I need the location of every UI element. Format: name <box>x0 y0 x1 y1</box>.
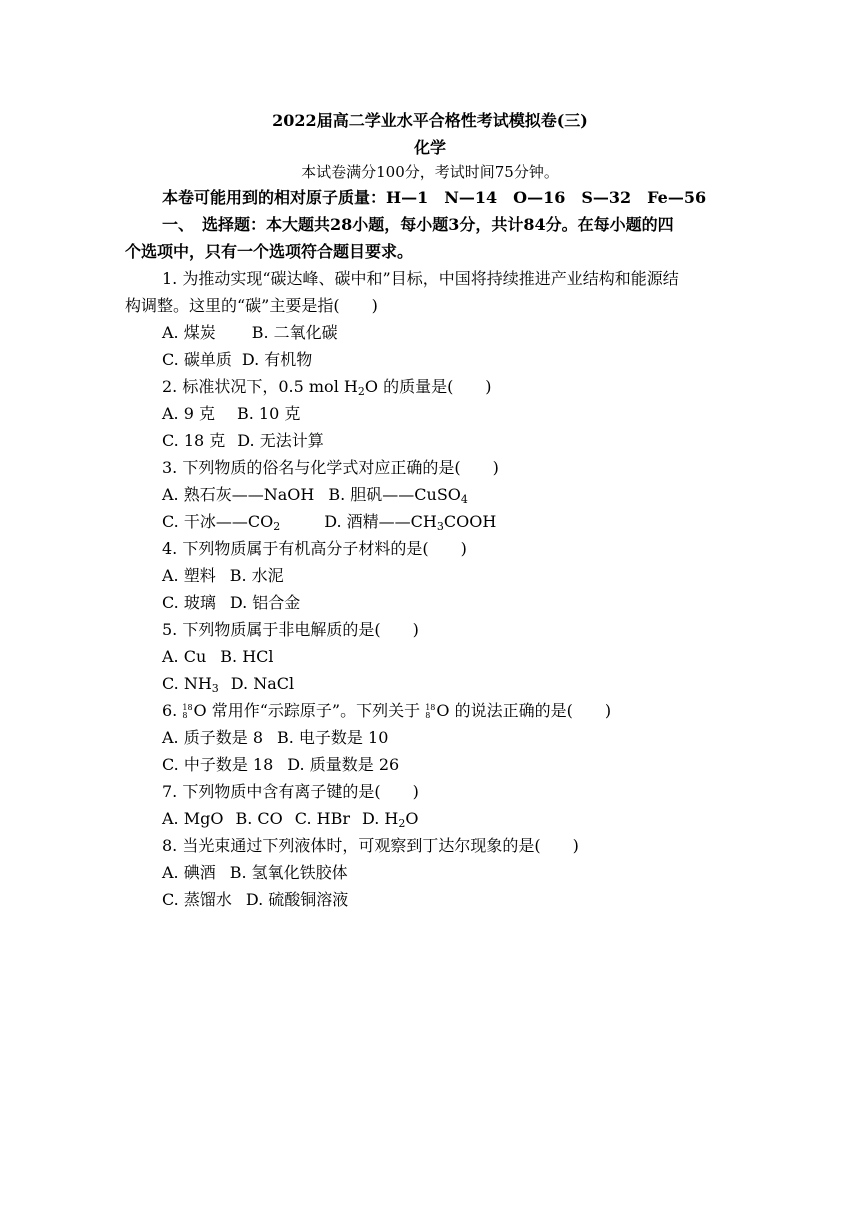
option-b[interactable]: B. 10 克 <box>237 404 301 423</box>
option-a[interactable]: A. 煤炭 <box>162 323 216 342</box>
option-b[interactable]: B. 胆矾——CuSO$_4$ <box>328 485 468 506</box>
option-c[interactable]: C. 玻璃 <box>162 593 216 612</box>
option-a[interactable]: A. 碘酒 <box>162 863 216 882</box>
option-c[interactable]: C. 中子数是 18 <box>162 755 274 774</box>
question-2-stem: 2. 标准状况下，0.5 mol $H_2O$ 的质量是( ) <box>162 377 492 398</box>
option-c[interactable]: C. HBr <box>294 809 350 828</box>
option-a[interactable]: A. MgO <box>162 809 224 828</box>
option-a[interactable]: A. 9 克 <box>162 404 215 423</box>
question-6-stem: 6. 18 8 O 常用作“示踪原子”。下列关于 18 8 O 的说法正确的是( ) <box>162 701 612 720</box>
question-5-options-cd <box>162 673 294 695</box>
option-b[interactable]: B. 氢氧化铁胶体 <box>229 863 348 882</box>
option-d[interactable]: D. 无法计算 <box>237 431 324 450</box>
question-1-stem-cont: 构调整。这里的“碳”主要是指( ) <box>125 296 378 315</box>
question-4-options-cd <box>162 592 300 614</box>
option-a[interactable]: A. Cu <box>162 647 207 666</box>
question-1-options-cd <box>162 349 312 371</box>
question-8-options-cd <box>162 889 348 911</box>
option-c[interactable]: C. 干冰$——CO_2$ <box>162 512 281 533</box>
option-d[interactable]: D. 铝合金 <box>229 593 301 612</box>
question-2-options-cd <box>162 430 324 452</box>
question-2-options-ab <box>162 403 300 425</box>
option-c[interactable]: C. 18 克 <box>162 431 226 450</box>
isotope-label: 18 8 <box>425 703 436 720</box>
exam-title: 2022届高二学业水平合格性考试模拟卷(三) <box>272 111 588 130</box>
option-d[interactable]: D. NaCl <box>230 674 295 693</box>
option-d[interactable]: D. 质量数是 26 <box>287 755 400 774</box>
subject-title: 化学 <box>413 138 446 157</box>
question-1-options-ab <box>162 322 338 344</box>
option-a[interactable]: A. 塑料 <box>162 566 216 585</box>
option-a[interactable]: A. 质子数是 8 <box>162 728 263 747</box>
isotope-label: 18 8 <box>182 703 193 720</box>
question-6-options-cd <box>162 754 399 776</box>
question-4-options-ab <box>162 565 284 587</box>
option-d[interactable]: D. 有机物 <box>241 350 313 369</box>
option-d[interactable]: D. 酒精$——CH_3COOH$ <box>324 512 497 533</box>
question-5-options-ab <box>162 646 274 668</box>
question-4-stem: 4. 下列物质属于有机高分子材料的是( ) <box>162 539 467 558</box>
question-3-options-ab <box>162 484 468 506</box>
option-b[interactable]: B. CO <box>235 809 283 828</box>
question-1-stem: 1. 为推动实现“碳达峰、碳中和”目标，中国将持续推进产业结构和能源结 <box>162 269 679 288</box>
option-c[interactable]: C. 蒸馏水 <box>162 890 232 909</box>
question-6-options-ab <box>162 727 388 749</box>
option-b[interactable]: B. HCl <box>220 647 274 666</box>
question-7-stem: 7. 下列物质中含有离子键的是( ) <box>162 782 419 801</box>
question-3-options-cd <box>162 511 496 533</box>
option-c[interactable]: C. $NH_3$ <box>162 674 219 695</box>
question-8-stem: 8. 当光束通过下列液体时，可观察到丁达尔现象的是( ) <box>162 836 579 855</box>
atomic-masses: 本卷可能用到的相对原子质量：H—1 N—14 O—16 S—32 Fe—56 <box>162 188 707 207</box>
question-3-stem: 3. 下列物质的俗名与化学式对应正确的是( ) <box>162 458 499 477</box>
exam-info: 本试卷满分100分，考试时间75分钟。 <box>301 163 559 181</box>
option-d[interactable]: D. $H_2O$ <box>361 809 419 830</box>
question-5-stem: 5. 下列物质属于非电解质的是( ) <box>162 620 419 639</box>
option-d[interactable]: D. 硫酸铜溶液 <box>245 890 349 909</box>
option-b[interactable]: B. 电子数是 10 <box>277 728 389 747</box>
section-heading-line2: 个选项中，只有一个选项符合题目要求。 <box>125 242 414 261</box>
question-8-options-ab <box>162 862 348 884</box>
section-heading-line1: 一、 选择题：本大题共28小题，每小题3分，共计84分。在每小题的四 <box>162 215 674 234</box>
option-b[interactable]: B. 水泥 <box>229 566 284 585</box>
question-7-options <box>162 808 418 830</box>
option-c[interactable]: C. 碳单质 <box>162 350 232 369</box>
option-b[interactable]: B. 二氧化碳 <box>251 323 338 342</box>
option-a[interactable]: A. 熟石灰——NaOH <box>162 485 315 504</box>
